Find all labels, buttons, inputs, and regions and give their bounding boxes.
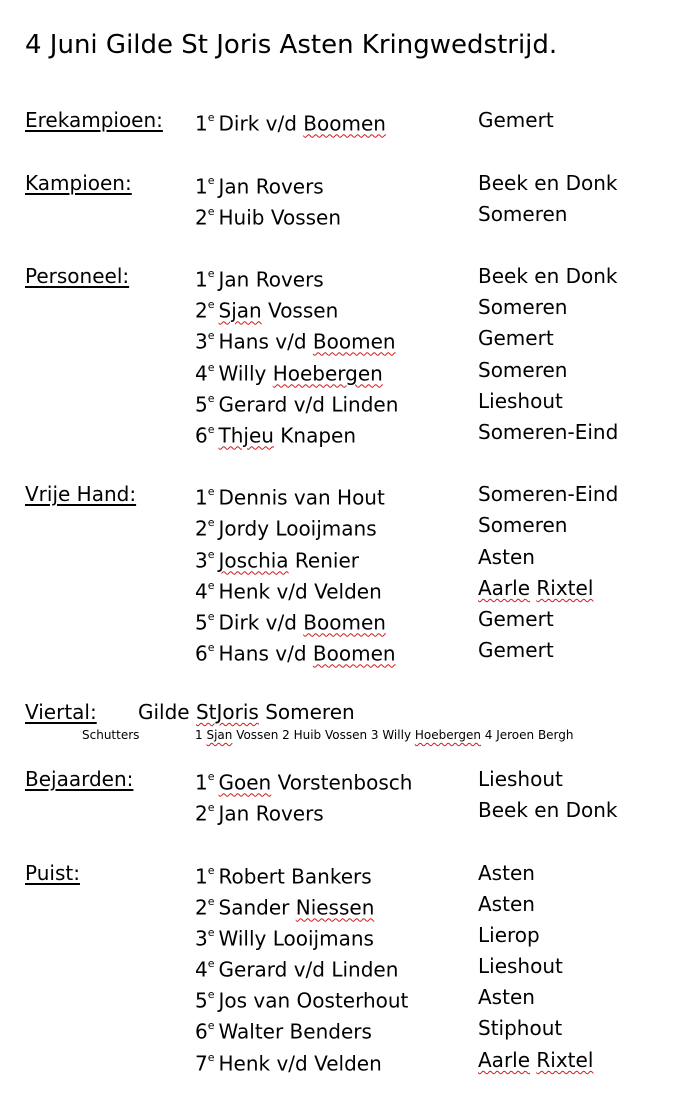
result-name: 1e Robert Bankers xyxy=(195,864,372,889)
result-name: 4e Willy Hoebergen xyxy=(195,361,383,386)
result-name: 6e Walter Benders xyxy=(195,1019,372,1044)
result-name: 4e Gerard v/d Linden xyxy=(195,957,399,982)
result-name: 5e Dirk v/d Boomen xyxy=(195,610,386,635)
viertal-team: Gilde StJoris Someren xyxy=(138,700,355,724)
result-name: 1e Jan Rovers xyxy=(195,174,324,199)
category-label-viertal: Viertal: xyxy=(25,700,97,724)
result-place: Someren xyxy=(478,295,568,319)
category-label-kampioen: Kampioen: xyxy=(25,171,132,195)
result-place: Asten xyxy=(478,985,535,1009)
result-place: Lieshout xyxy=(478,389,563,413)
result-place: Asten xyxy=(478,545,535,569)
result-place: Someren xyxy=(478,202,568,226)
category-label-puist: Puist: xyxy=(25,861,80,885)
result-place: Lierop xyxy=(478,923,540,947)
result-name: 2e Sjan Vossen xyxy=(195,298,339,323)
result-name: 2e Sander Niessen xyxy=(195,895,375,920)
result-place: Lieshout xyxy=(478,767,563,791)
result-place: Gemert xyxy=(478,638,554,662)
category-label-personeel: Personeel: xyxy=(25,264,130,288)
result-place: Lieshout xyxy=(478,954,563,978)
category-label-bejaarden: Bejaarden: xyxy=(25,767,134,791)
result-place: Beek en Donk xyxy=(478,171,618,195)
result-name: 1e Dirk v/d Boomen xyxy=(195,111,386,136)
result-name: 1e Goen Vorstenbosch xyxy=(195,770,413,795)
result-place: Gemert xyxy=(478,326,554,350)
result-place: Asten xyxy=(478,892,535,916)
result-place: Someren xyxy=(478,513,568,537)
result-name: 1e Jan Rovers xyxy=(195,267,324,292)
result-place: Someren-Eind xyxy=(478,420,619,444)
category-label-erekampioen: Erekampioen: xyxy=(25,108,163,132)
result-place: Stiphout xyxy=(478,1016,563,1040)
result-place: Gemert xyxy=(478,607,554,631)
result-name: 3e Willy Looijmans xyxy=(195,926,374,951)
result-name: 3e Hans v/d Boomen xyxy=(195,329,396,354)
result-place: Aarle Rixtel xyxy=(478,576,594,600)
result-name: 6e Thjeu Knapen xyxy=(195,423,357,448)
page-title: 4 Juni Gilde St Joris Asten Kringwedstrijd. xyxy=(25,30,558,60)
result-name: 7e Henk v/d Velden xyxy=(195,1051,382,1076)
result-place: Someren xyxy=(478,358,568,382)
result-name: 5e Gerard v/d Linden xyxy=(195,392,399,417)
result-name: 4e Henk v/d Velden xyxy=(195,579,382,604)
result-place: Asten xyxy=(478,861,535,885)
result-name: 1e Dennis van Hout xyxy=(195,485,385,510)
result-place: Beek en Donk xyxy=(478,264,618,288)
result-name: 2e Jan Rovers xyxy=(195,801,324,826)
schutters-label: Schutters xyxy=(82,728,140,742)
result-place: Beek en Donk xyxy=(478,798,618,822)
result-name: 6e Hans v/d Boomen xyxy=(195,641,396,666)
result-name: 2e Jordy Looijmans xyxy=(195,516,377,541)
category-label-vrije-hand: Vrije Hand: xyxy=(25,482,137,506)
result-place: Aarle Rixtel xyxy=(478,1048,594,1072)
result-place: Gemert xyxy=(478,108,554,132)
result-place: Someren-Eind xyxy=(478,482,619,506)
result-name: 3e Joschia Renier xyxy=(195,548,359,573)
schutters-list: 1 Sjan Vossen 2 Huib Vossen 3 Willy Hoebergen 4 Jeroen Bergh xyxy=(195,728,574,742)
result-name: 5e Jos van Oosterhout xyxy=(195,988,409,1013)
result-name: 2e Huib Vossen xyxy=(195,205,342,230)
